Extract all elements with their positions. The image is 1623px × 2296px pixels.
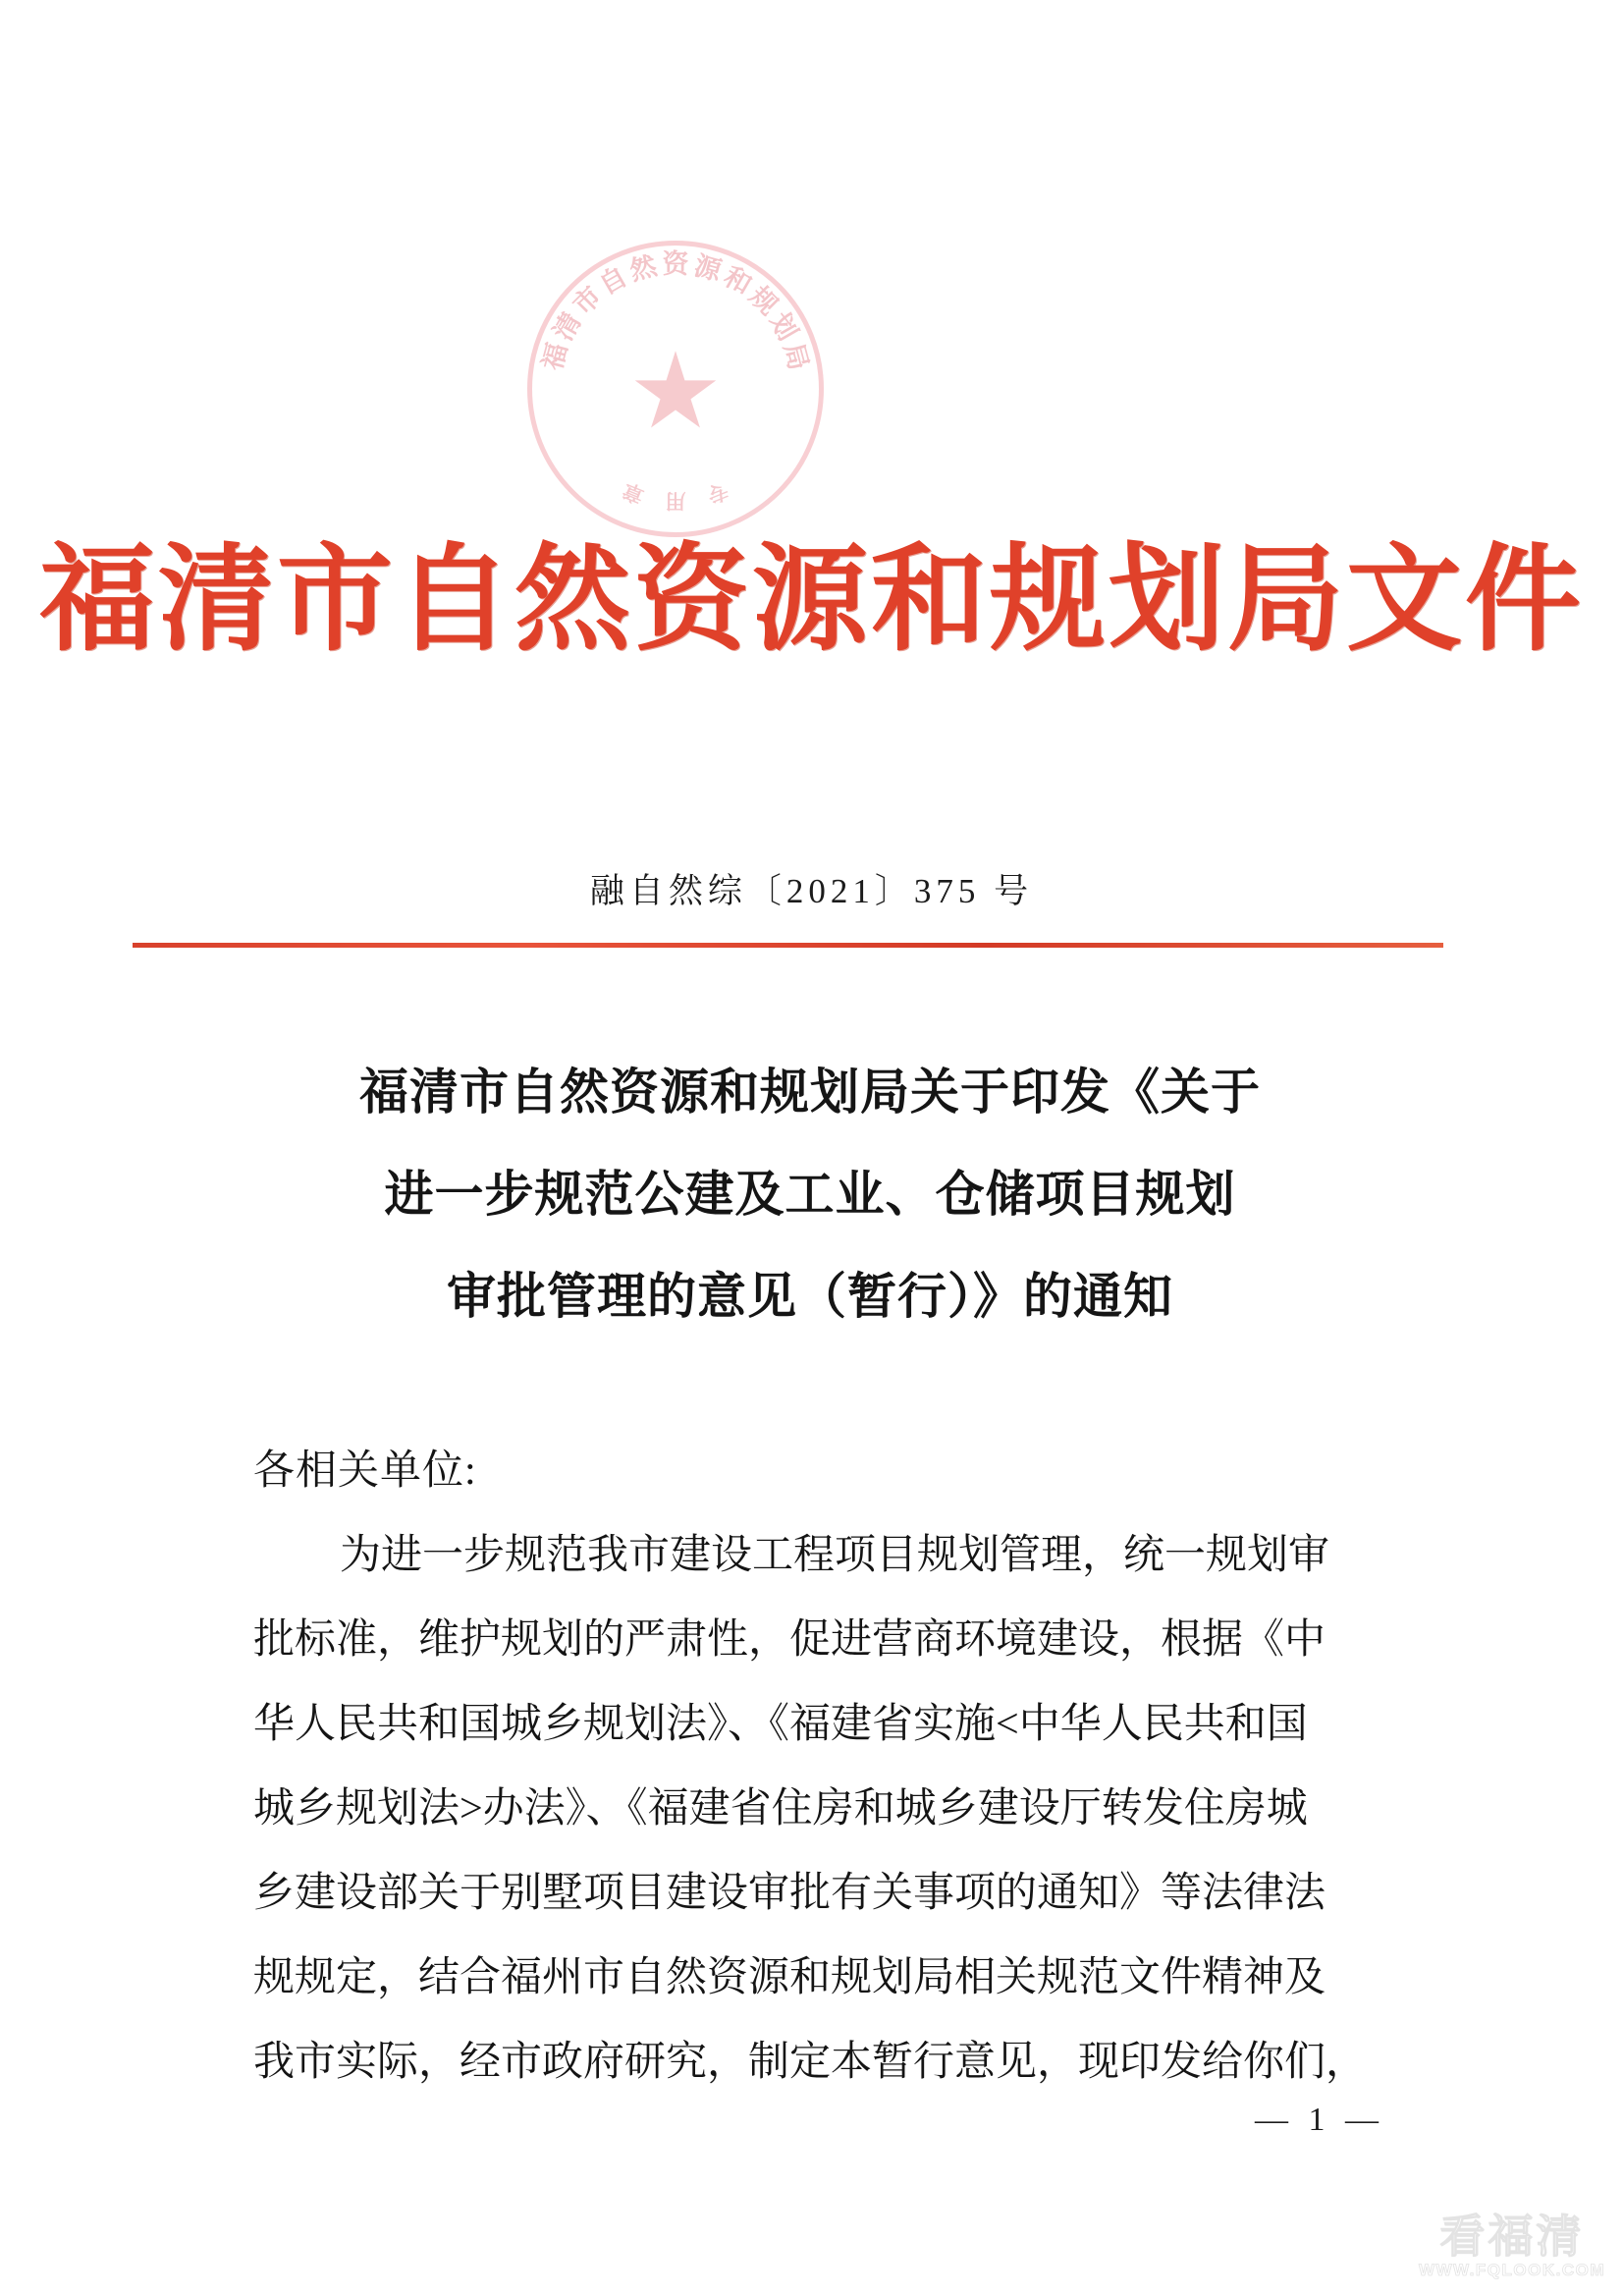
watermark-text: 看福清: [1439, 2210, 1585, 2262]
body-line: 我市实际，经市政府研究，制定本暂行意见，现印发给你们，: [253, 2040, 1368, 2085]
seal-ring-char: 然: [626, 250, 661, 287]
body-line: 批标准，维护规划的严肃性，促进营商环境建设，根据《中: [253, 1617, 1326, 1663]
title-line: 进一步规范公建及工业、仓储项目规划: [384, 1167, 1236, 1222]
watermark-url: WWW.FQLOOK.COM: [1418, 2261, 1605, 2279]
body-line: 乡建设部关于别墅项目建设审批有关事项的通知》等法律法: [253, 1871, 1326, 1916]
title-line: 福清市自然资源和规划局关于印发《关于: [359, 1065, 1261, 1120]
document-body: [253, 1429, 1397, 2105]
body-line: 城乡规划法>办法》、《福建省住房和城乡建设厅转发住房城: [253, 1786, 1308, 1831]
masthead-title: 福清市自然资源和规划局文件: [38, 536, 1584, 665]
document-title: [177, 1041, 1443, 1347]
watermark: [1418, 2210, 1605, 2280]
seal-ring-char: 自: [594, 261, 632, 301]
seal-ring-char: 规: [743, 281, 784, 321]
seal-ring-char: 市: [568, 281, 608, 321]
seal-ring-char: 和: [719, 261, 757, 301]
body-line: 为进一步规范我市建设工程项目规划管理，统一规划审: [340, 1533, 1330, 1578]
title-line: 审批管理的意见（暂行）》的通知: [447, 1269, 1173, 1324]
seal-ring-char: 清: [548, 307, 587, 346]
document-number: 融自然综〔2021〕375 号: [589, 872, 1034, 910]
body-line: 规规定，结合福州市自然资源和规划局相关规范文件精神及: [253, 1955, 1326, 2000]
salutation: 各相关单位:: [253, 1449, 477, 1494]
official-seal: [527, 241, 824, 537]
page-number: — 1 —: [1255, 2102, 1384, 2138]
seal-bottom-char-text: 用: [665, 489, 686, 513]
seal-bottom-char-text: 专: [703, 477, 731, 508]
seal-ring-char: 福: [537, 340, 573, 374]
seal-ring-char: 资: [662, 249, 689, 279]
seal-bottom-char-text: 章: [620, 477, 648, 508]
seal-ring-char: 源: [690, 250, 725, 287]
seal-ring-char: 划: [764, 307, 803, 346]
seal-ring-char: 局: [778, 340, 814, 374]
body-line: 华人民共和国城乡规划法》、《福建省实施<中华人民共和国: [253, 1702, 1308, 1747]
red-separator-rule: [133, 943, 1443, 948]
